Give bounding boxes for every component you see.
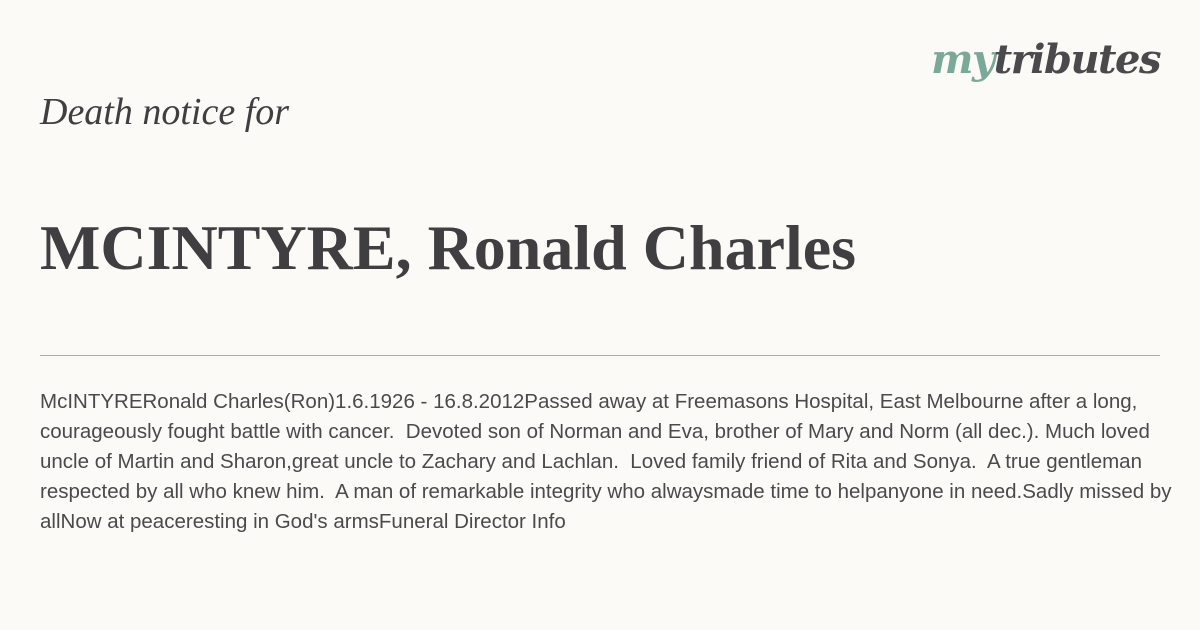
logo-my-text: my — [931, 36, 994, 83]
divider — [40, 355, 1160, 356]
deceased-name: MCINTYRE, Ronald Charles — [40, 212, 857, 283]
notice-eyebrow: Death notice for — [40, 91, 290, 133]
mytributes-logo — [931, 32, 1160, 88]
logo-tributes-text: tributes — [993, 36, 1160, 83]
notice-body: McINTYRERonald Charles(Ron)1.6.1926 - 16.8.2012Passed away at Freemasons Hospital, East Melbourne after a long, courageously fought battle with cancer. Devoted son of Norman and Eva, brother of Mary and Norm (all dec.). Much loved uncle of Martin and Sharon,great uncle to Zachary and Lachlan. Loved family friend of Rita and Sonya. A true gentleman respected by all who knew him. A man of remarkable integrity who alwaysmade time to helpanyone in need.Sadly missed by allNow at peaceresting in God's armsFuneral Director Info — [40, 390, 1178, 533]
